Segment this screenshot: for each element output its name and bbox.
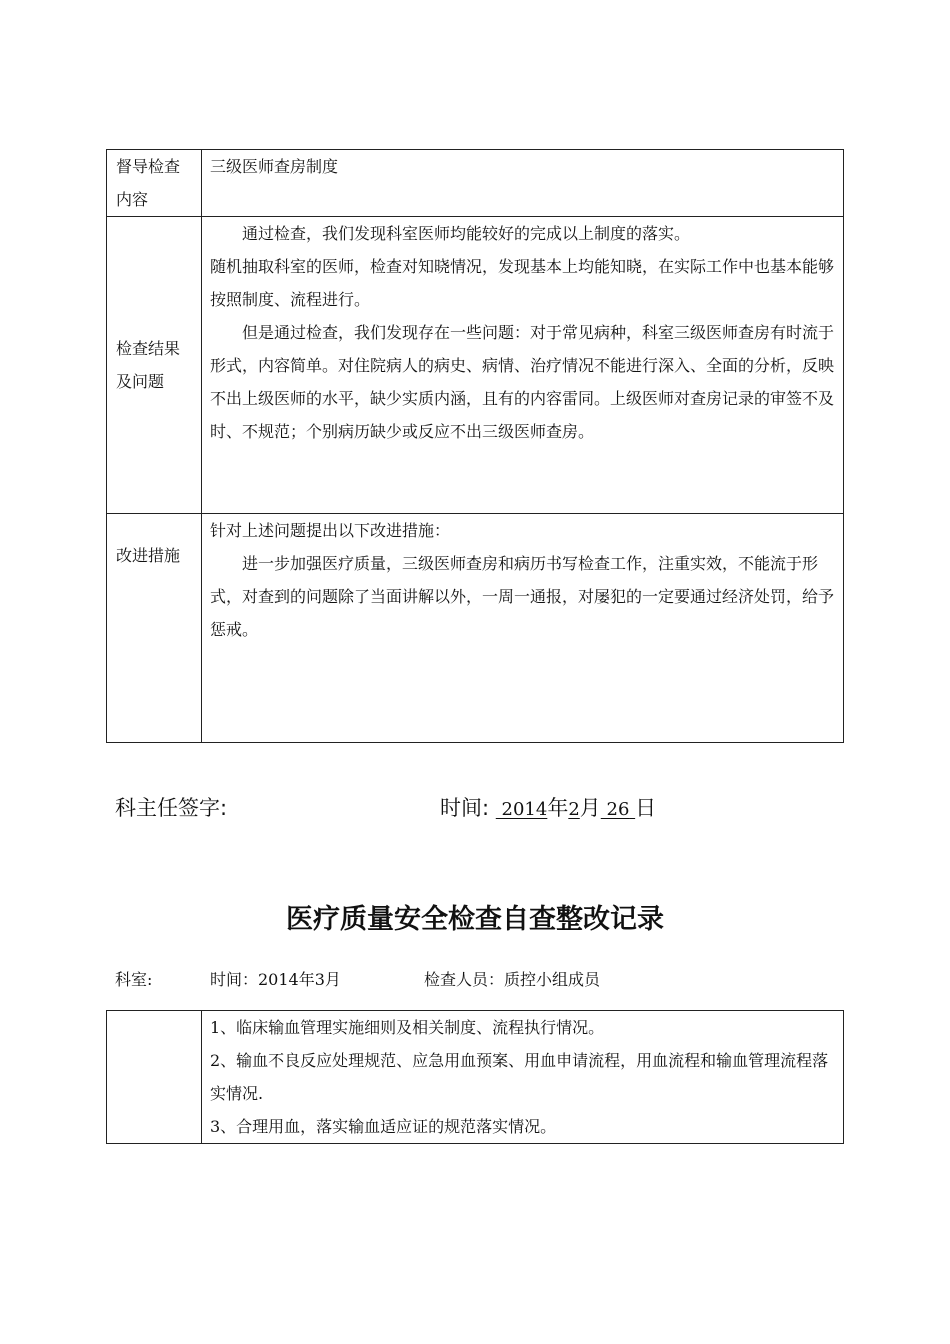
record-time: 时间：2014年3月: [210, 970, 341, 989]
row-improvement: [107, 514, 844, 743]
label-cell: [107, 514, 202, 743]
row-items: [107, 1011, 844, 1144]
year-text: 2014: [501, 799, 548, 820]
label-line: 检查结果: [116, 339, 181, 358]
result-paragraph: 随机抽取科室的医师，检查对知晓情况，发现基本上均能知晓，在实际工作中也基本能够按照制度、流程进行。: [210, 257, 835, 309]
improvement-label: 改进措施: [116, 546, 181, 565]
check-item: 3、合理用血，落实输血适应证的规范落实情况。: [210, 1117, 557, 1136]
check-item: 2、输血不良反应处理规范、应急用血预案、用血申请流程，用血流程和输血管理流程落实情况.: [210, 1051, 829, 1103]
year-unit: 年: [547, 796, 569, 820]
content-cell: [202, 150, 844, 217]
row-result: [107, 217, 844, 514]
month-value: 2: [568, 799, 580, 820]
content-cell: [202, 514, 844, 743]
label-line: 及问题: [116, 372, 165, 391]
content-cell: [202, 217, 844, 514]
blood-transfusion-table: [106, 1010, 844, 1144]
inspection-content-text: 三级医师查房制度: [210, 157, 339, 176]
label-line: 督导检查: [116, 157, 181, 176]
signature-date: [440, 790, 656, 828]
label-cell: [107, 217, 202, 514]
result-paragraph: 通过检查，我们发现科室医师均能较好的完成以上制度的落实。: [242, 224, 691, 243]
problem-paragraph: 但是通过检查，我们发现存在一些问题：对于常见病种，科室三级医师查房有时流于形式，内容简单。对住院病人的病史、病情、治疗情况不能进行深入、全面的分析，反映不出上级医师的水平，缺少实质内涵，且有的内容雷同。上级医师对查房记录的审签不及时、不规范；个别病历缺少或反应不出三级医师查房。: [210, 323, 835, 441]
day-unit: 日: [635, 796, 657, 820]
month-unit: 月: [579, 796, 601, 820]
record-title: 医疗质量安全检查自查整改记录: [286, 904, 664, 935]
row-inspection-content: [107, 150, 844, 217]
label-cell: [107, 150, 202, 217]
dept-label: 科室:: [115, 970, 153, 989]
inspectors: 检查人员：质控小组成员: [424, 970, 601, 989]
time-label: 时间:: [440, 796, 490, 820]
year-value: [496, 799, 548, 820]
content-cell: [202, 1011, 844, 1144]
inspection-table: [106, 149, 844, 743]
improvement-paragraph: 进一步加强医疗质量，三级医师查房和病历书写检查工作，注重实效，不能流于形式，对查到的问题除了当面讲解以外，一周一通报，对屡犯的一定要通过经济处罚，给予惩戒。: [210, 554, 835, 639]
label-cell: [107, 1011, 202, 1144]
signature-label: 科主任签字:: [115, 796, 228, 820]
day-value: [601, 799, 635, 820]
label-line: 内容: [116, 190, 149, 209]
improvement-intro: 针对上述问题提出以下改进措施：: [210, 521, 451, 540]
check-item: 1、临床输血管理实施细则及相关制度、流程执行情况。: [210, 1018, 605, 1037]
day-text: 26: [606, 799, 630, 820]
